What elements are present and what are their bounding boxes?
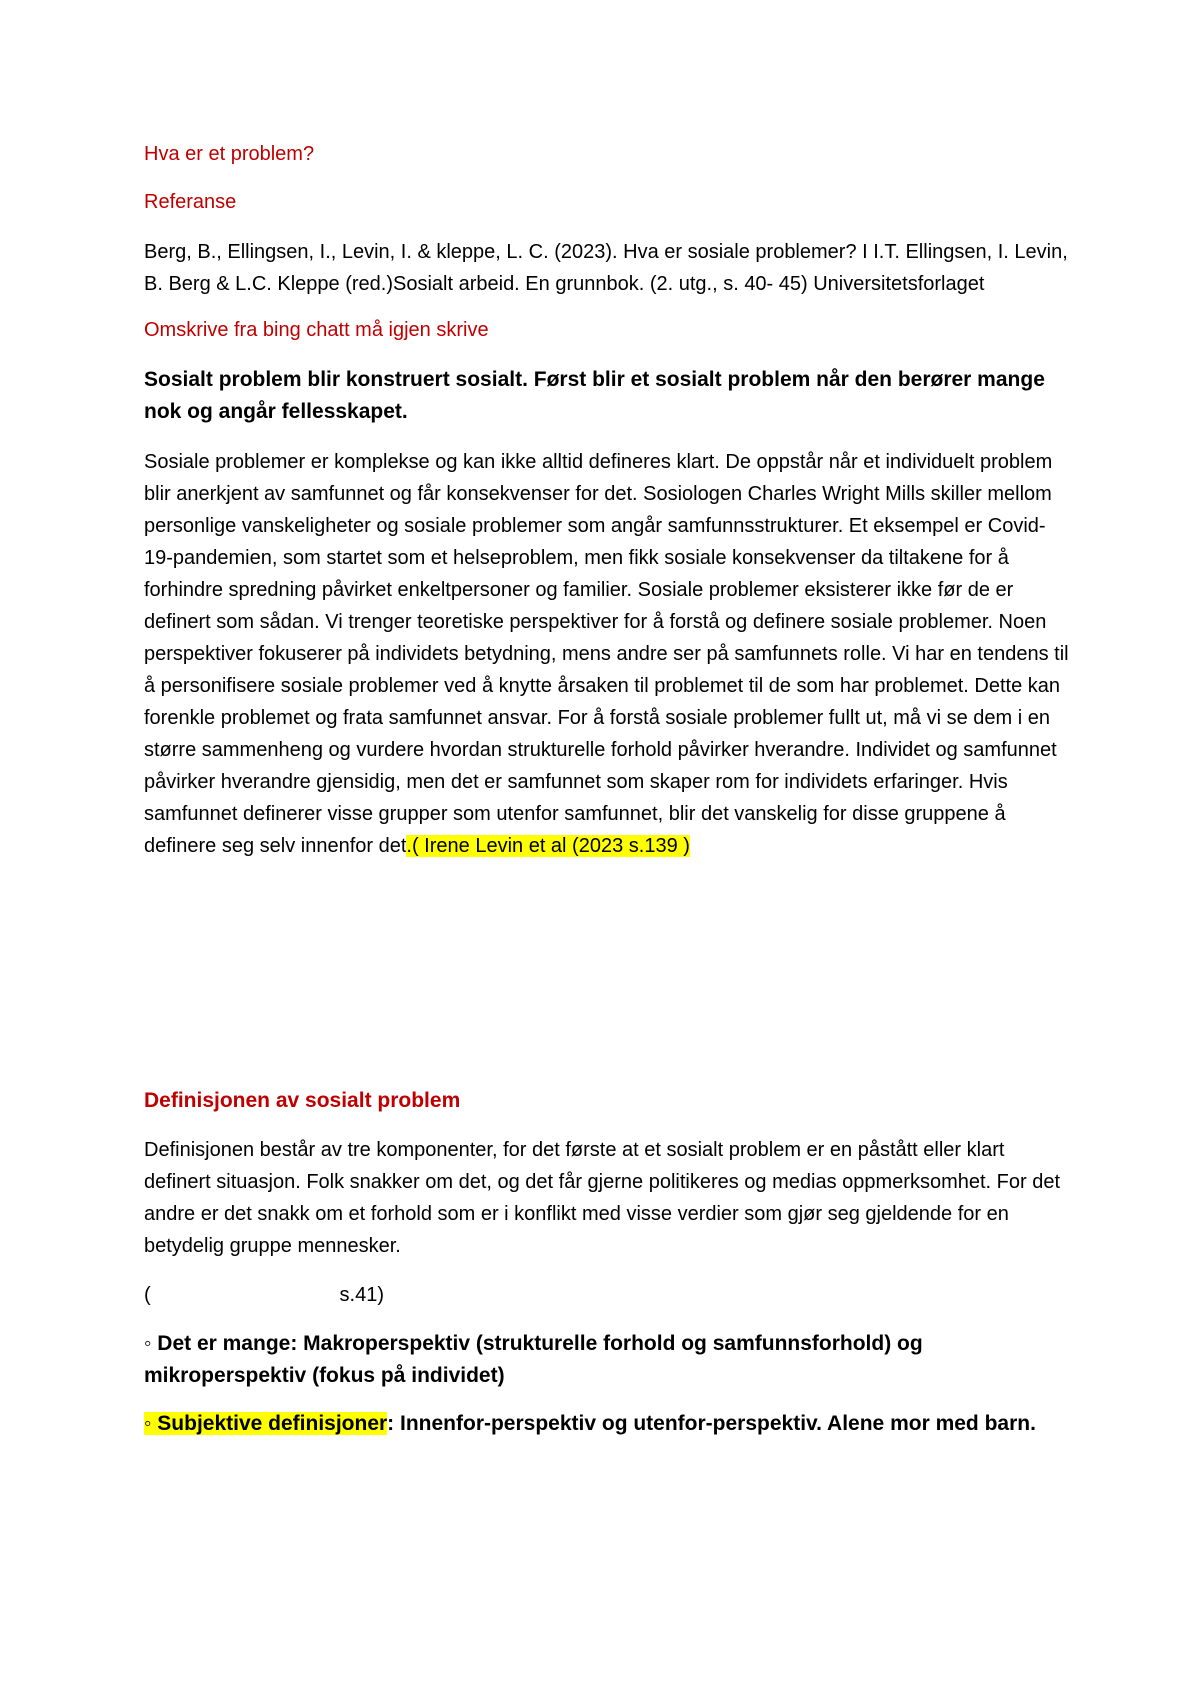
document-content	[144, 140, 1074, 1456]
main-paragraph	[144, 446, 1074, 862]
blank-space	[144, 862, 1074, 1086]
definition-paragraph: Definisjonen består av tre komponenter, for det første at et sosialt problem er en påstått eller klart definert situasjon. Folk snakker om det, og det får gjerne politikeres og medias oppmerksomhet. For det andre er det snakk om et forhold som er i konflikt med visse verdier som gjør seg gjeldende for en betydelig gruppe mennesker.	[144, 1139, 1061, 1257]
lead-statement: Sosialt problem blir konstruert sosialt. Først blir et sosialt problem når den berører mange nok og angår fellesskapet.	[144, 368, 1045, 423]
page-reference-open: (	[144, 1284, 151, 1306]
citation-highlight: .( Irene Levin et al (2023 s.139 )	[406, 835, 690, 857]
subjective-highlight: ◦ Subjektive definisjoner	[144, 1412, 388, 1435]
subjective-rest: : Innenfor-perspektiv og utenfor-perspektiv. Alene mor med barn.	[387, 1412, 1036, 1435]
bullet-item-perspectives: ◦ Det er mange: Makroperspektiv (strukturelle forhold og samfunnsforhold) og mikroperspektiv (fokus på individet)	[144, 1332, 923, 1387]
document-title: Hva er et problem?	[144, 143, 315, 165]
section-heading: Definisjonen av sosialt problem	[144, 1089, 461, 1112]
page-reference	[144, 1280, 384, 1310]
page-reference-close: s.41)	[339, 1284, 384, 1306]
reference-text: Berg, B., Ellingsen, I., Levin, I. & kleppe, L. C. (2023). Hva er sosiale problemer? I I.T. Ellingsen, I. Levin, B. Berg & L.C. Kleppe (red.)Sosialt arbeid. En grunnbok. (2. utg., s. 40- 45) Universitetsforlaget	[144, 241, 1068, 295]
bullet-item-subjective	[144, 1408, 1074, 1440]
rewrite-note: Omskrive fra bing chatt må igjen skrive	[144, 319, 489, 341]
main-paragraph-text: Sosiale problemer er komplekse og kan ikke alltid defineres klart. De oppstår når et individuelt problem blir anerkjent av samfunnet og får konsekvenser for det. Sosiologen Charles Wright Mills skiller mellom personlige vanskeligheter og sosiale problemer som angår samfunnsstrukturer. Et eksempel er Covid-19-pandemien, som startet som et helseproblem, men fikk sosiale konsekvenser da tiltakene for å forhindre spredning påvirket enkeltpersoner og familier. Sosiale problemer eksisterer ikke før de er definert som sådan. Vi trenger teoretiske perspektiver for å forstå og definere sosiale problemer. Noen perspektiver fokuserer på individets betydning, mens andre ser på samfunnets rolle. Vi har en tendens til å personifisere sosiale problemer ved å knytte årsaken til problemet til de som har problemet. Dette kan forenkle problemet og frata samfunnet ansvar. For å forstå sosiale problemer fullt ut, må vi se dem i en større sammenheng og vurdere hvordan strukturelle forhold påvirker hverandre. Individet og samfunnet påvirker hverandre gjensidig, men det er samfunnet som skaper rom for individets erfaringer. Hvis samfunnet definerer visse grupper som utenfor samfunnet, blir det vanskelig for disse gruppene å definere seg selv innenfor det	[144, 451, 1069, 857]
reference-heading: Referanse	[144, 191, 237, 213]
